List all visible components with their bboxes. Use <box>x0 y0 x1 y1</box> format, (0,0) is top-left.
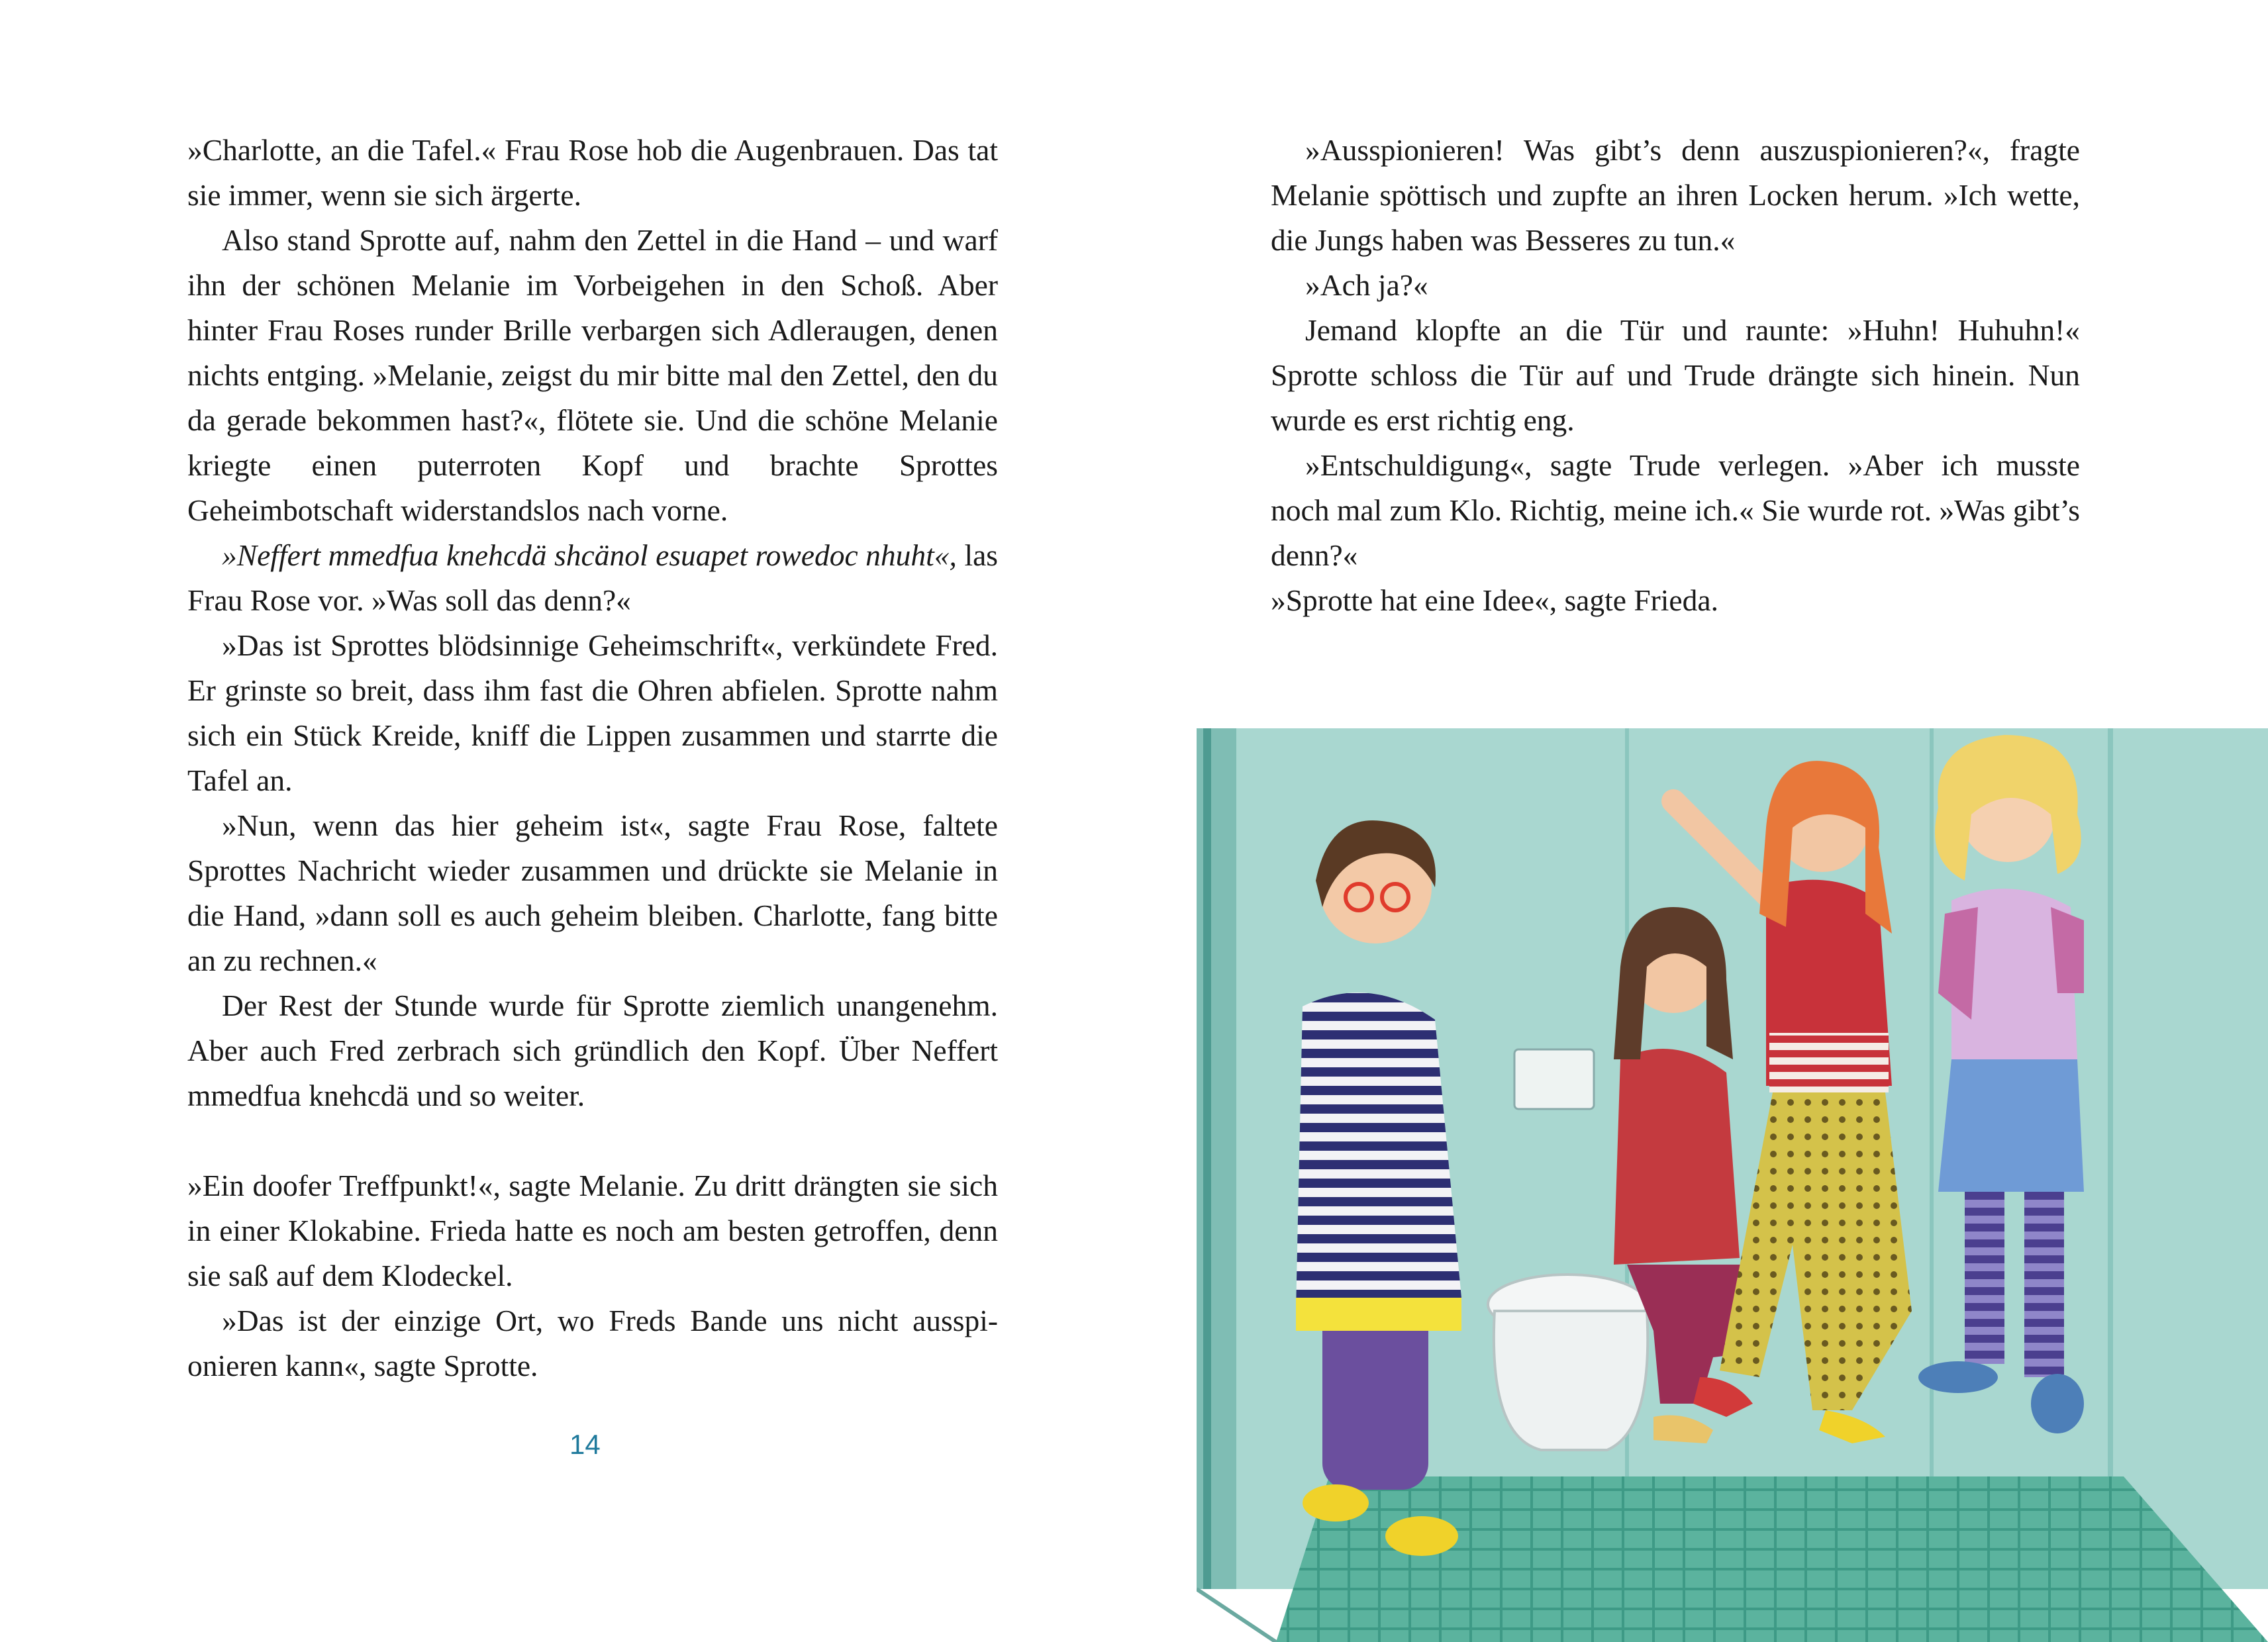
tiled-floor <box>1276 1476 2268 1642</box>
paragraph-rest: las Frau Rose vor. »Was soll das denn?« <box>187 538 999 617</box>
right-text-column <box>1271 128 2080 623</box>
paragraph: »Ausspionieren! Was gibt’s denn auszuspionieren?«, fragte Melanie spöttisch und zupfte an ihren Locken herum. »Ich wette, die Jungs haben was Besseres zu tun.« <box>1271 133 2080 257</box>
paragraph: Jemand klopfte an die Tür und raunte: »Huhn! Huhuhn!« Sprotte schloss die Tür auf und Trude drängte sich hinein. Nun wurde es erst richtig eng. <box>1271 313 2080 437</box>
paragraph: »Das ist Sprottes blödsinnige Geheimschrift«, verkündete Fred. Er grinste so breit, dass ihm fast die Ohren abfielen. Sprotte nahm sich ein Stück Kreide, kniff die Lippen zusammen und starrte die Tafel an. <box>187 628 998 797</box>
paragraph: »Sprotte hat eine Idee«, sagte Frieda. <box>1271 583 1718 617</box>
paragraph: »Das ist der einzige Ort, wo Freds Bande uns nicht ausspionieren kann«, sagte Sprotte. <box>187 1304 998 1382</box>
right-page <box>1134 0 2268 1642</box>
paragraph: »Nun, wenn das hier geheim ist«, sagte Frau Rose, faltete Sprottes Nachricht wieder zusammen und drückte sie Melanie in die Hand, »dann soll es auch geheim bleiben. Charlotte, fang bitte an zu rechnen.« <box>187 808 998 977</box>
left-text-column <box>187 128 998 1388</box>
flush-plate <box>1514 1049 1594 1109</box>
paragraph: »Ein doofer Treffpunkt!«, sagte Melanie. Zu dritt drängten sie sich in einer Klokabine. Frieda hatte es noch am besten getroffen, denn sie saß auf dem Klodeckel. <box>187 1169 998 1292</box>
paragraph: »Charlotte, an die Tafel.« Frau Rose hob die Augenbrauen. Das tat sie immer, wenn sie sich ärgerte. <box>187 133 998 212</box>
paragraph: Also stand Sprotte auf, nahm den Zettel in die Hand – und warf ihn der schönen Melanie im Vorbeigehen in den Schoß. Aber hinter Frau Roses runder Brille verbargen sich Adleraugen, denen nichts entging. »Melanie, zeigst du mir bitte mal den Zettel, den du da gerade bekommen hast?«, flötete sie. Und die schöne Melanie kriegte einen puterroten Kopf und brachte Sprottes Geheimbotschaft widerstandslos nach vorne. <box>187 223 998 527</box>
toilet <box>1488 1275 1648 1450</box>
paragraph: »Entschuldigung«, sagte Trude verlegen. »Aber ich musste noch mal zum Klo. Richtig, meine ich.« Sie wurde rot. »Was gibt’s denn?« <box>1271 448 2080 572</box>
paragraph <box>187 533 998 623</box>
paragraph: Der Rest der Stunde wurde für Sprotte ziemlich unangenehm. Aber auch Fred zerbrach sich gründlich den Kopf. Über Neffert mmedfua knehcdä und so weiter. <box>187 989 998 1112</box>
bathroom-illustration <box>1197 715 2268 1642</box>
secret-message: »Neffert mmedfua knehcdä shcänol esuapet rowedoc nhuht«, <box>222 538 957 572</box>
page-number: 14 <box>569 1429 601 1460</box>
paragraph: »Ach ja?« <box>1305 268 1428 302</box>
